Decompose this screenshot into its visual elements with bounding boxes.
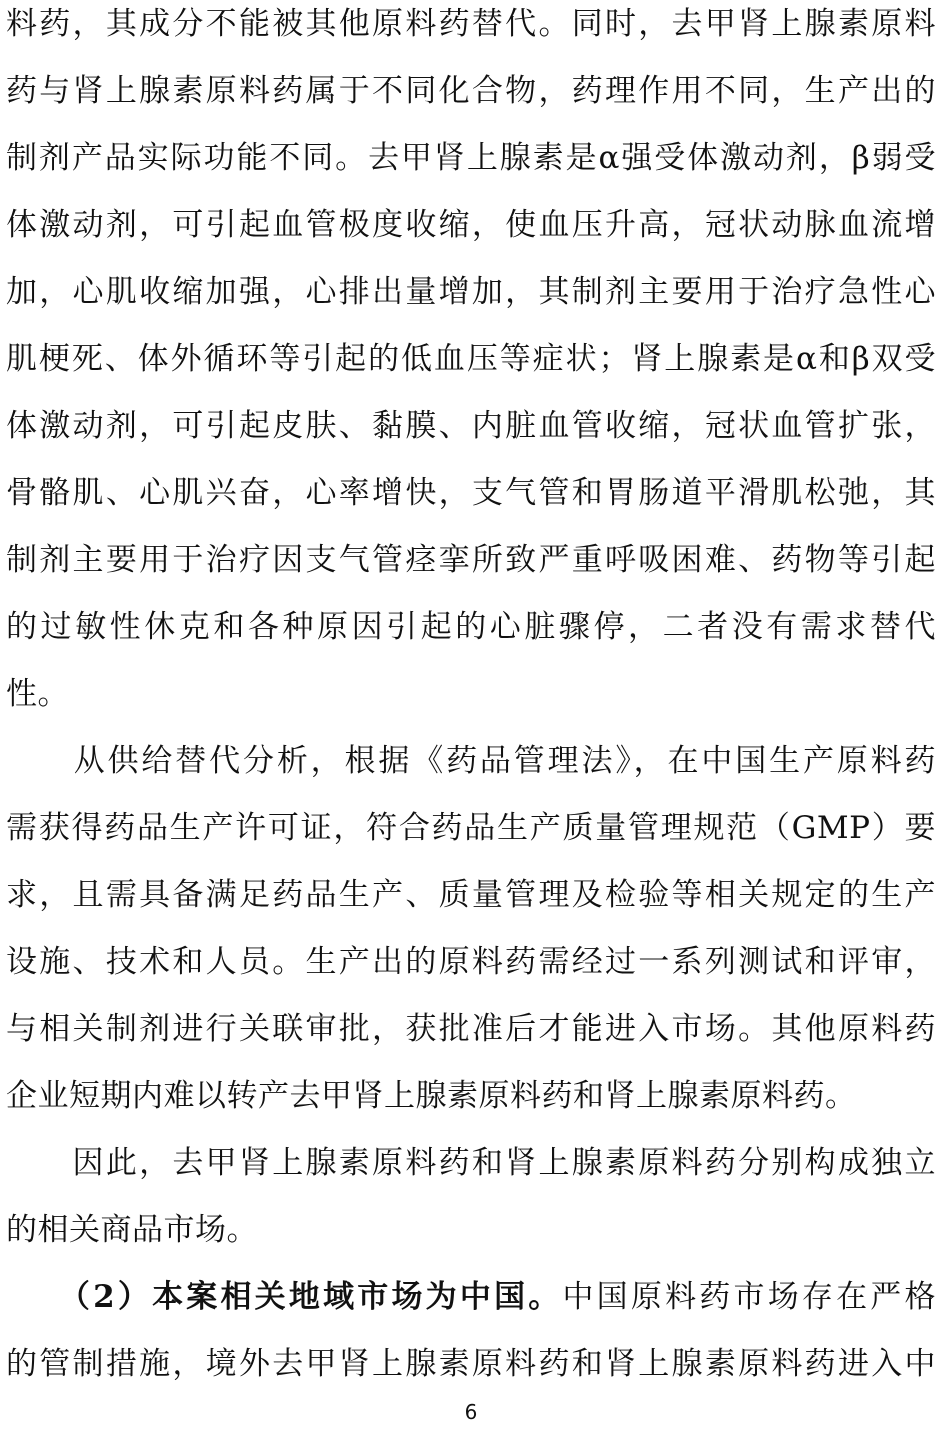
text-line: 料药，其成分不能被其他原料药替代。同时，去甲肾上腺素原料 [6, 6, 936, 42]
paragraph-start: 因此，去甲肾上腺素原料药和肾上腺素原料药分别构成独立 [6, 1145, 936, 1181]
heading-continuation: 中国原料药市场存在严格 [562, 1279, 936, 1315]
section-heading: （2）本案相关地域市场为中国。 [6, 1279, 563, 1315]
text-line: 药与肾上腺素原料药属于不同化合物，药理作用不同，生产出的 [6, 73, 936, 109]
paragraph-start: 从供给替代分析，根据《药品管理法》，在中国生产原料药 [6, 743, 936, 779]
text-line: 体激动剂，可引起皮肤、黏膜、内脏血管收缩，冠状血管扩张， [6, 408, 936, 444]
text-line: 求，且需具备满足药品生产、质量管理及检验等相关规定的生产 [6, 877, 936, 913]
text-line: 体激动剂，可引起血管极度收缩，使血压升高，冠状动脉血流增 [6, 207, 936, 243]
text-line: 制剂产品实际功能不同。去甲肾上腺素是α强受体激动剂，β弱受 [6, 140, 936, 176]
text-line: 与相关制剂进行关联审批，获批准后才能进入市场。其他原料药 [6, 1011, 936, 1047]
text-line: 的过敏性休克和各种原因引起的心脏骤停，二者没有需求替代 [6, 609, 936, 645]
text-line: 加，心肌收缩加强，心排出量增加，其制剂主要用于治疗急性心 [6, 274, 936, 310]
text-line: 需获得药品生产许可证，符合药品生产质量管理规范（GMP）要 [6, 810, 936, 846]
text-line: 设施、技术和人员。生产出的原料药需经过一系列测试和评审， [6, 944, 936, 980]
text-line: 企业短期内难以转产去甲肾上腺素原料药和肾上腺素原料药。 [6, 1078, 857, 1114]
text-line: 制剂主要用于治疗因支气管痉挛所致严重呼吸困难、药物等引起 [6, 542, 936, 578]
text-line: 性。 [6, 676, 69, 712]
text-line: 的相关商品市场。 [6, 1212, 258, 1248]
text-line: 的管制措施，境外去甲肾上腺素原料药和肾上腺素原料药进入中 [6, 1346, 936, 1382]
page-number: 6 [464, 1400, 478, 1424]
section-heading-line [6, 1277, 936, 1317]
text-line: 骨骼肌、心肌兴奋，心率增快，支气管和胃肠道平滑肌松弛，其 [6, 475, 936, 511]
text-line: 肌梗死、体外循环等引起的低血压等症状；肾上腺素是α和β双受 [6, 341, 936, 377]
